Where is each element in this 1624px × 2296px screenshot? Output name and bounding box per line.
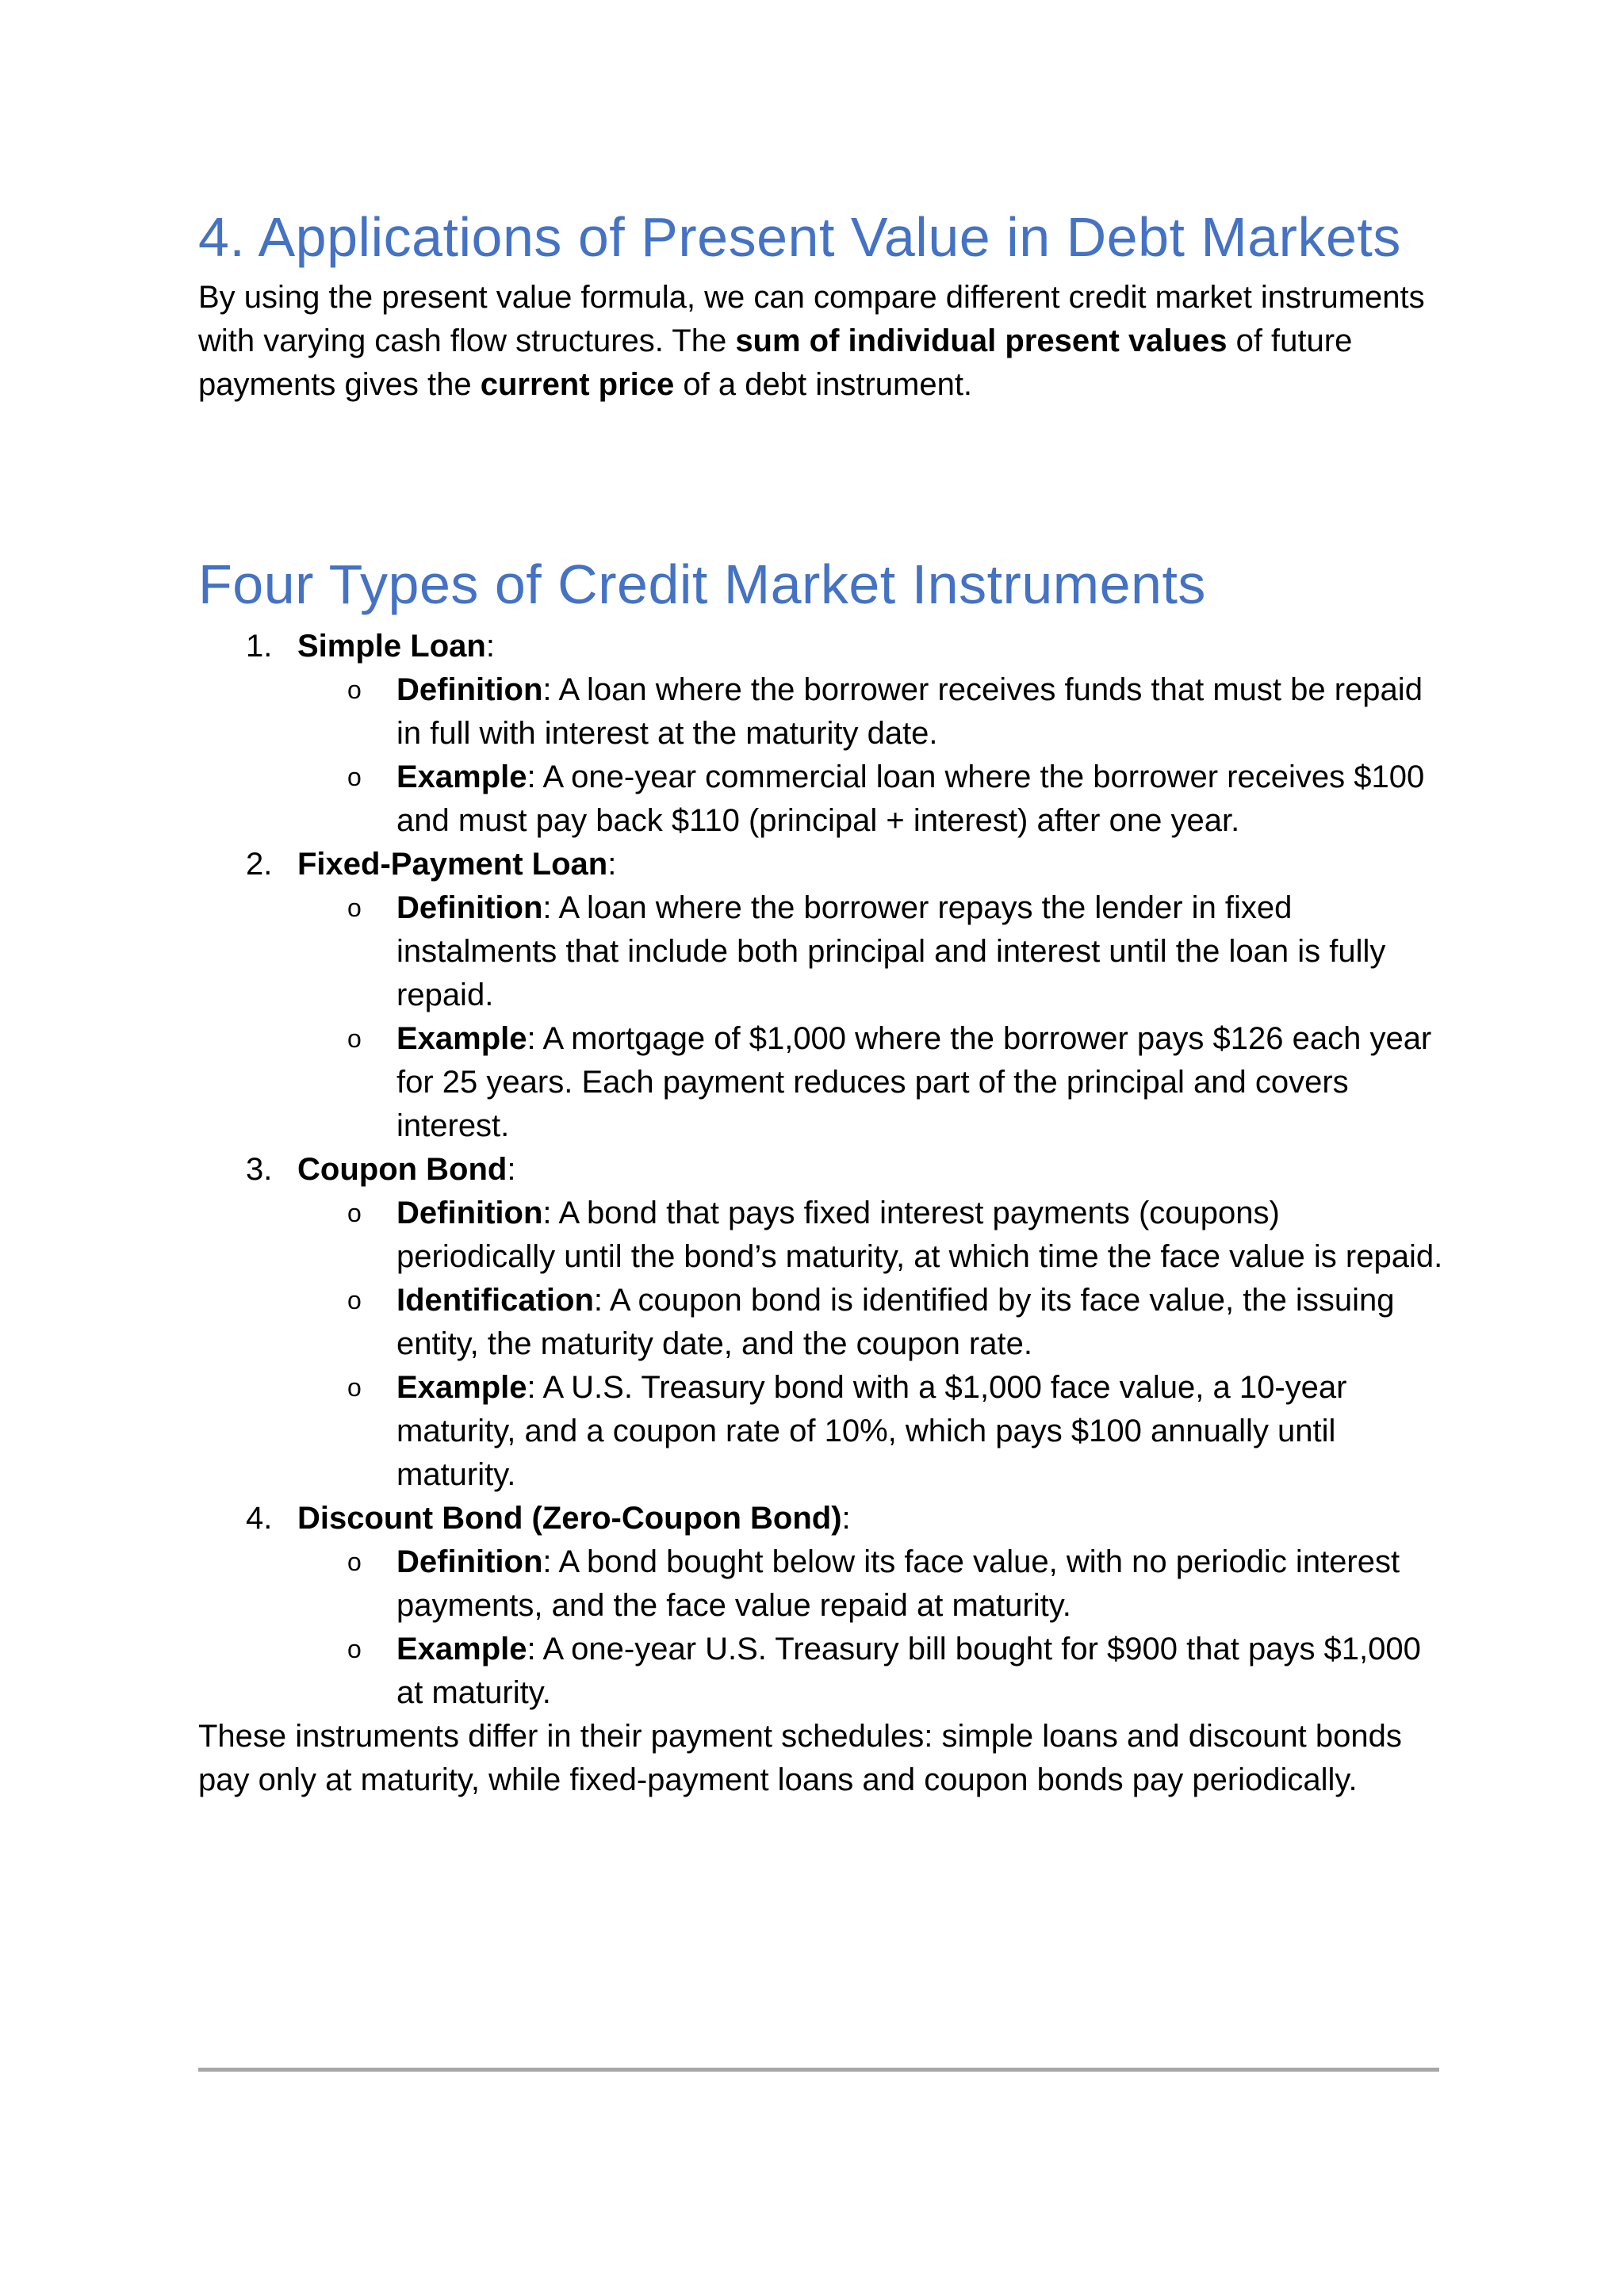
detail-text: : A one-year commercial loan where the borrower receives $100 and must pay back $110 (principal + interest) after one year.	[396, 760, 1425, 838]
detail-label: Definition	[396, 1196, 543, 1230]
detail-text: : A bond bought below its face value, with no periodic interest payments, and the face value repaid at maturity.	[396, 1544, 1400, 1623]
detail-label: Definition	[396, 672, 543, 707]
instrument-colon: :	[607, 847, 617, 882]
detail-item	[297, 1540, 1443, 1628]
item-number: 1.	[246, 629, 273, 664]
circle-bullet-icon: o	[347, 1286, 362, 1314]
item-number: 2.	[246, 847, 273, 882]
detail-text: : A one-year U.S. Treasury bill bought for $900 that pays $1,000 at maturity.	[396, 1632, 1421, 1710]
intro-text-1: By using the present value formula, we can compare different credit market instruments with varying cash flow structures. The	[198, 280, 1425, 358]
instrument-colon: :	[507, 1152, 516, 1187]
instrument-details	[297, 1192, 1443, 1497]
instrument-item	[198, 625, 1443, 843]
instrument-name: Simple Loan	[297, 629, 486, 664]
detail-item	[297, 1366, 1443, 1497]
circle-bullet-icon: o	[347, 763, 362, 791]
detail-text: : A U.S. Treasury bond with a $1,000 face value, a 10-year maturity, and a coupon rate of 10%, which pays $100 annually until maturity.	[396, 1370, 1347, 1492]
detail-label: Example	[396, 760, 527, 794]
circle-bullet-icon: o	[347, 894, 362, 922]
instrument-name: Discount Bond (Zero-Coupon Bond)	[297, 1501, 842, 1536]
detail-item	[297, 1279, 1443, 1366]
item-number: 3.	[246, 1152, 273, 1187]
closing-paragraph: These instruments differ in their payment schedules: simple loans and discount bonds pay only at maturity, while fixed-payment loans and coupon bonds pay periodically.	[198, 1719, 1402, 1797]
instrument-colon: :	[485, 629, 495, 664]
document-page	[198, 198, 1443, 1802]
intro-bold-price: current price	[480, 367, 675, 402]
section-heading: 4. Applications of Present Value in Debt Markets	[198, 206, 1401, 268]
detail-text: : A bond that pays fixed interest payments (coupons) periodically until the bond’s maturity, at which time the face value is repaid.	[396, 1196, 1443, 1274]
detail-label: Definition	[396, 1544, 543, 1579]
intro-paragraph	[198, 276, 1443, 407]
intro-text-2: of future payments gives the	[198, 323, 1353, 402]
instrument-details	[297, 1540, 1443, 1715]
circle-bullet-icon: o	[347, 1548, 362, 1576]
instrument-colon: :	[841, 1501, 851, 1536]
detail-text: : A coupon bond is identified by its face value, the issuing entity, the maturity date, and the coupon rate.	[396, 1283, 1395, 1361]
types-heading: Four Types of Credit Market Instruments	[198, 553, 1206, 615]
intro-text-3: of a debt instrument.	[674, 367, 973, 402]
item-number: 4.	[246, 1501, 273, 1536]
detail-item	[297, 1192, 1443, 1279]
instrument-details	[297, 668, 1443, 843]
circle-bullet-icon: o	[347, 1373, 362, 1402]
detail-label: Example	[396, 1632, 527, 1667]
instrument-name: Fixed-Payment Loan	[297, 847, 608, 882]
detail-label: Example	[396, 1021, 527, 1056]
detail-item	[297, 1017, 1443, 1148]
circle-bullet-icon: o	[347, 675, 362, 704]
detail-item	[297, 1628, 1443, 1715]
horizontal-rule	[198, 2068, 1439, 2072]
circle-bullet-icon: o	[347, 1024, 362, 1053]
circle-bullet-icon: o	[347, 1635, 362, 1663]
intro-bold-sum: sum of individual present values	[735, 323, 1228, 358]
detail-label: Example	[396, 1370, 527, 1405]
instrument-details	[297, 886, 1443, 1148]
instrument-name: Coupon Bond	[297, 1152, 508, 1187]
detail-item	[297, 756, 1443, 843]
instrument-item	[198, 1148, 1443, 1497]
instrument-item	[198, 1497, 1443, 1715]
detail-text: : A mortgage of $1,000 where the borrower pays $126 each year for 25 years. Each payment reduces part of the principal and covers interest.	[396, 1021, 1432, 1143]
detail-item	[297, 886, 1443, 1017]
detail-label: Definition	[396, 890, 543, 925]
instrument-item	[198, 843, 1443, 1148]
detail-label: Identification	[396, 1283, 594, 1318]
instrument-list	[198, 625, 1443, 1715]
detail-text: : A loan where the borrower repays the lender in fixed instalments that include both principal and interest until the loan is fully repaid.	[396, 890, 1386, 1012]
circle-bullet-icon: o	[347, 1199, 362, 1227]
detail-item	[297, 668, 1443, 756]
detail-text: : A loan where the borrower receives funds that must be repaid in full with interest at the maturity date.	[396, 672, 1423, 751]
